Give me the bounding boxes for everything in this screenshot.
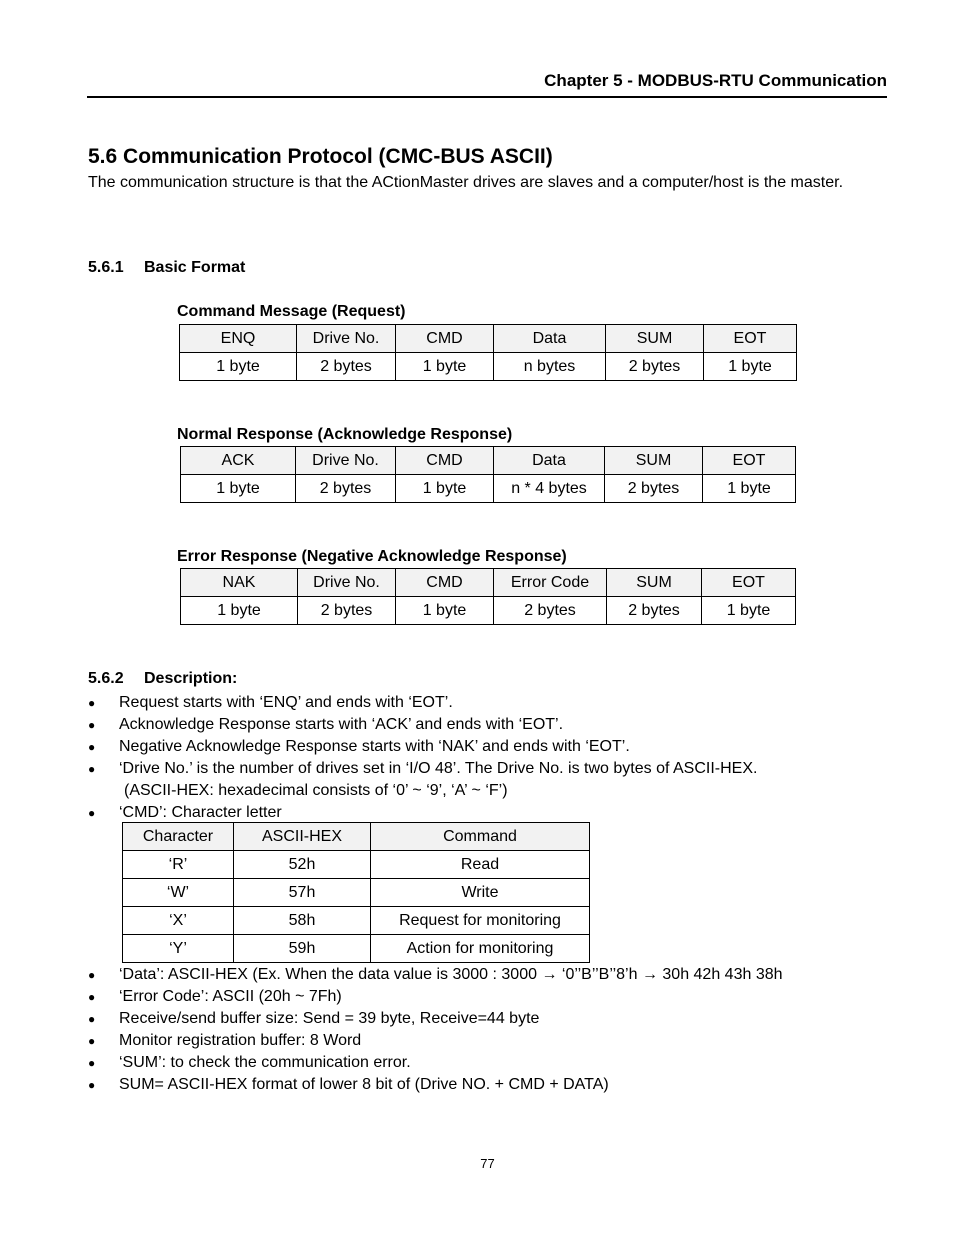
- table-header-row: [123, 823, 590, 851]
- table-cell: ‘X’: [123, 907, 234, 935]
- table-cell: EOT: [703, 447, 796, 475]
- bullet-icon: ●: [88, 1034, 96, 1048]
- table-cell: Request for monitoring: [371, 907, 590, 935]
- list-item: [88, 1008, 783, 1030]
- subsection-heading-description: [88, 670, 237, 688]
- subsection-title: Description:: [144, 670, 238, 687]
- bullet-icon: ●: [88, 696, 96, 710]
- subsection-number: 5.6.2: [88, 670, 124, 687]
- table-cell: 1 byte: [704, 353, 797, 381]
- table-cell: SUM: [607, 569, 702, 597]
- table-cell: Drive No.: [296, 447, 396, 475]
- section-title: 5.6 Communication Protocol (CMC-BUS ASCII): [88, 145, 553, 168]
- error-response-table: [180, 568, 796, 625]
- list-item: [88, 1052, 783, 1074]
- normal-response-caption: Normal Response (Acknowledge Response): [177, 426, 513, 443]
- list-item: [88, 758, 757, 802]
- table-cell: Action for monitoring: [371, 935, 590, 963]
- table-header-row: [181, 447, 796, 475]
- list-item: [88, 1074, 783, 1096]
- table-cell: 1 byte: [396, 597, 494, 625]
- bullet-icon: ●: [88, 1078, 96, 1092]
- table-row: [123, 935, 590, 963]
- table-cell: Character: [123, 823, 234, 851]
- list-item: [88, 714, 757, 736]
- list-item-text: Monitor registration buffer: 8 Word: [119, 1032, 362, 1049]
- table-cell: ‘Y’: [123, 935, 234, 963]
- table-header-row: [181, 569, 796, 597]
- table-row: [123, 907, 590, 935]
- table-cell: EOT: [702, 569, 796, 597]
- chapter-header: Chapter 5 - MODBUS-RTU Communication: [544, 71, 887, 90]
- error-response-caption: Error Response (Negative Acknowledge Response): [177, 548, 567, 565]
- list-item: [88, 692, 757, 714]
- table-cell: Read: [371, 851, 590, 879]
- page-number: 77: [480, 1156, 495, 1171]
- table-cell: Command: [371, 823, 590, 851]
- table-cell: SUM: [606, 325, 704, 353]
- table-cell: 2 bytes: [297, 353, 396, 381]
- bullet-icon: ●: [88, 968, 96, 982]
- subsection-title: Basic Format: [144, 259, 246, 276]
- list-item-text: SUM= ASCII-HEX format of lower 8 bit of (Drive NO. + CMD + DATA): [119, 1076, 609, 1093]
- table-cell: 2 bytes: [605, 475, 703, 503]
- bullet-icon: ●: [88, 762, 96, 776]
- section-intro: The communication structure is that the ACtionMaster drives are slaves and a computer/host is the master.: [88, 174, 844, 191]
- list-item-text: ‘CMD’: Character letter: [119, 804, 282, 821]
- table-cell: 57h: [234, 879, 371, 907]
- list-item-text: Receive/send buffer size: Send = 39 byte, Receive=44 byte: [119, 1010, 540, 1027]
- cmd-character-table: [122, 822, 590, 963]
- list-item: [88, 736, 757, 758]
- table-cell: Drive No.: [297, 325, 396, 353]
- subsection-heading-basic-format: [88, 259, 245, 277]
- table-cell: SUM: [605, 447, 703, 475]
- bullet-icon: ●: [88, 1012, 96, 1026]
- table-row: [181, 475, 796, 503]
- table-cell: 1 byte: [181, 475, 296, 503]
- bullet-icon: ●: [88, 990, 96, 1004]
- table-cell: 2 bytes: [494, 597, 607, 625]
- table-row: [180, 353, 797, 381]
- bullet-icon: ●: [88, 740, 96, 754]
- table-cell: CMD: [396, 569, 494, 597]
- command-message-caption: Command Message (Request): [177, 303, 406, 320]
- table-cell: 1 byte: [181, 597, 298, 625]
- table-cell: Error Code: [494, 569, 607, 597]
- table-cell: Data: [494, 447, 605, 475]
- list-item-text: ‘Drive No.’ is the number of drives set in ‘I/O 48’. The Drive No. is two bytes of ASCII-HEX.: [119, 760, 758, 777]
- table-cell: ‘R’: [123, 851, 234, 879]
- list-item: [88, 802, 757, 824]
- list-item: [88, 964, 783, 986]
- table-cell: 2 bytes: [607, 597, 702, 625]
- description-bullets-a: [88, 692, 757, 824]
- table-cell: 2 bytes: [298, 597, 396, 625]
- normal-response-table: [180, 446, 796, 503]
- list-item-text: ‘SUM’: to check the communication error.: [119, 1054, 411, 1071]
- table-cell: 2 bytes: [296, 475, 396, 503]
- list-item-text: Request starts with ‘ENQ’ and ends with ‘EOT’.: [119, 694, 453, 711]
- table-cell: 1 byte: [703, 475, 796, 503]
- subsection-number: 5.6.1: [88, 259, 124, 276]
- list-item: [88, 1030, 783, 1052]
- table-cell: 1 byte: [702, 597, 796, 625]
- table-cell: 1 byte: [180, 353, 297, 381]
- table-row: [181, 597, 796, 625]
- table-cell: CMD: [396, 447, 494, 475]
- table-row: [123, 851, 590, 879]
- description-bullets-b: [88, 964, 783, 1096]
- table-cell: 1 byte: [396, 475, 494, 503]
- table-cell: 2 bytes: [606, 353, 704, 381]
- list-item-text: ‘Data’: ASCII-HEX (Ex. When the data value is 3000 : 3000 → ‘0’’B’’B’’8’h → 30h 42h 43h 38h: [119, 966, 783, 983]
- table-cell: NAK: [181, 569, 298, 597]
- table-cell: 1 byte: [396, 353, 494, 381]
- table-cell: Write: [371, 879, 590, 907]
- drive-note: (ASCII-HEX: hexadecimal consists of ‘0’ ~ ‘9’, ‘A’ ~ ‘F’): [124, 782, 508, 799]
- header-rule: [87, 96, 887, 98]
- table-cell: 58h: [234, 907, 371, 935]
- bullet-icon: ●: [88, 718, 96, 732]
- table-cell: ENQ: [180, 325, 297, 353]
- table-cell: ASCII-HEX: [234, 823, 371, 851]
- command-message-table: [179, 324, 797, 381]
- list-item-text: Acknowledge Response starts with ‘ACK’ and ends with ‘EOT’.: [119, 716, 564, 733]
- list-item: [88, 986, 783, 1008]
- table-cell: n bytes: [494, 353, 606, 381]
- table-cell: Drive No.: [298, 569, 396, 597]
- table-header-row: [180, 325, 797, 353]
- bullet-icon: ●: [88, 1056, 96, 1070]
- table-cell: n * 4 bytes: [494, 475, 605, 503]
- table-cell: CMD: [396, 325, 494, 353]
- table-cell: Data: [494, 325, 606, 353]
- list-item-text: ‘Error Code’: ASCII (20h ~ 7Fh): [119, 988, 342, 1005]
- bullet-icon: ●: [88, 806, 96, 820]
- table-cell: 52h: [234, 851, 371, 879]
- table-cell: ‘W’: [123, 879, 234, 907]
- table-cell: EOT: [704, 325, 797, 353]
- list-item-text: Negative Acknowledge Response starts with ‘NAK’ and ends with ‘EOT’.: [119, 738, 630, 755]
- table-row: [123, 879, 590, 907]
- table-cell: 59h: [234, 935, 371, 963]
- table-cell: ACK: [181, 447, 296, 475]
